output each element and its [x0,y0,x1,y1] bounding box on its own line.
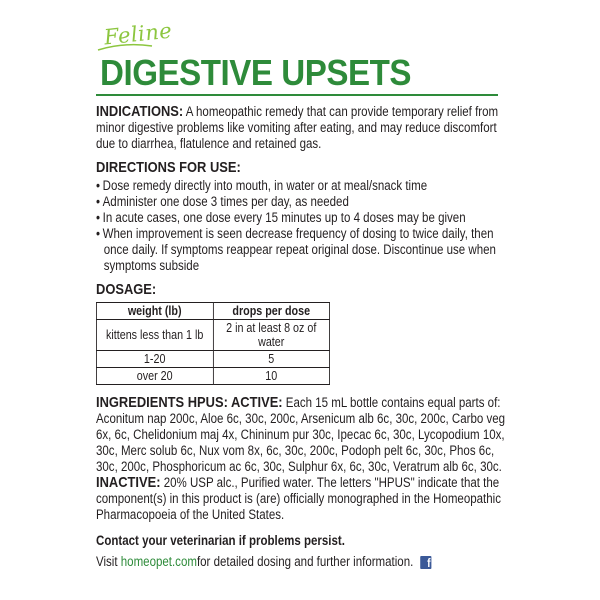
table-cell: over 20 [96,368,213,385]
table-cell: 1-20 [96,351,213,368]
dosage-heading: DOSAGE: [96,281,157,298]
indications-text: A homeopathic remedy that can provide temporary relief from minor digestive problems like vomiting after eating, and may reduce discomfort due to diarrhea, flatulence and retained gas. [96,104,499,151]
list-item: • Administer one dose 3 times per day, as needed [96,194,507,210]
website-link[interactable]: homeopet.com [120,554,197,569]
column-header: drops per dose [213,303,330,320]
directions-list [96,178,507,274]
facebook-icon[interactable]: f [420,556,431,569]
column-header: weight (lb) [96,303,213,320]
active-label: ACTIVE: [227,394,283,411]
active-ingredients-text: Each 15 mL bottle contains equal parts of: Aconitum nap 200c, Aloe 6c, 30c, 200c, Arsenicum alb 6c, 30c, 200c, Carbo veg 6x, 6c, Chelidonium maj 4x, Chininum pur 30c, Ipecac 6c, 30c, Lycopodium 10x, 30c, Merc solub 6c, Nux vom 8x, 6c, 30c, 200c, Podoph pelt 6c, 30c, Phos 6c, 30c, 200c, Phosphoricum ac 6c, 30c, Sulphur 6x, 6c, 30c, Veratrum alb 6c, 30c. [96,395,506,474]
table-row [96,351,329,368]
inactive-ingredients-text: 20% USP alc., Purified water. The letters "HPUS" indicate that the component(s) in this product is (are) officially monographed in the Homeopathic Pharmacopoeia of the United States. [96,475,501,522]
table-row [96,320,329,351]
indications-heading: INDICATIONS: [96,103,184,120]
table-header-row [96,303,329,320]
visit-suffix: for detailed dosing and further information. [196,554,414,569]
list-item: • Dose remedy directly into mouth, in water or at meal/snack time [96,178,507,194]
brand-logo: Feline [102,18,174,50]
contact-note: Contact your veterinarian if problems persist. [96,533,345,548]
table-row [96,368,329,385]
table-cell: 2 in at least 8 oz of water [213,320,330,351]
ingredients-section [96,395,507,523]
table-cell: 5 [213,351,330,368]
inactive-label: INACTIVE: [96,474,161,491]
indications-section [96,104,507,152]
dosage-table [96,302,330,385]
product-title: DIGESTIVE UPSETS [100,52,412,93]
table-cell: 10 [213,368,330,385]
list-item: • In acute cases, one dose every 15 minutes up to 4 doses may be given [96,210,507,226]
ingredients-heading: INGREDIENTS HPUS: [96,394,228,411]
title-rule [96,94,498,96]
directions-heading: DIRECTIONS FOR USE: [96,159,241,176]
table-cell: kittens less than 1 lb [96,320,213,351]
visit-line [96,554,507,570]
brand-swoosh [96,42,154,52]
directions-section [96,160,507,274]
list-item: • When improvement is seen decrease frequency of dosing to twice daily, then once daily. If symptoms reappear repeat original dose. Discontinue use when symptoms subside [96,226,507,274]
label-content [96,104,508,570]
visit-prefix: Visit [96,554,118,569]
